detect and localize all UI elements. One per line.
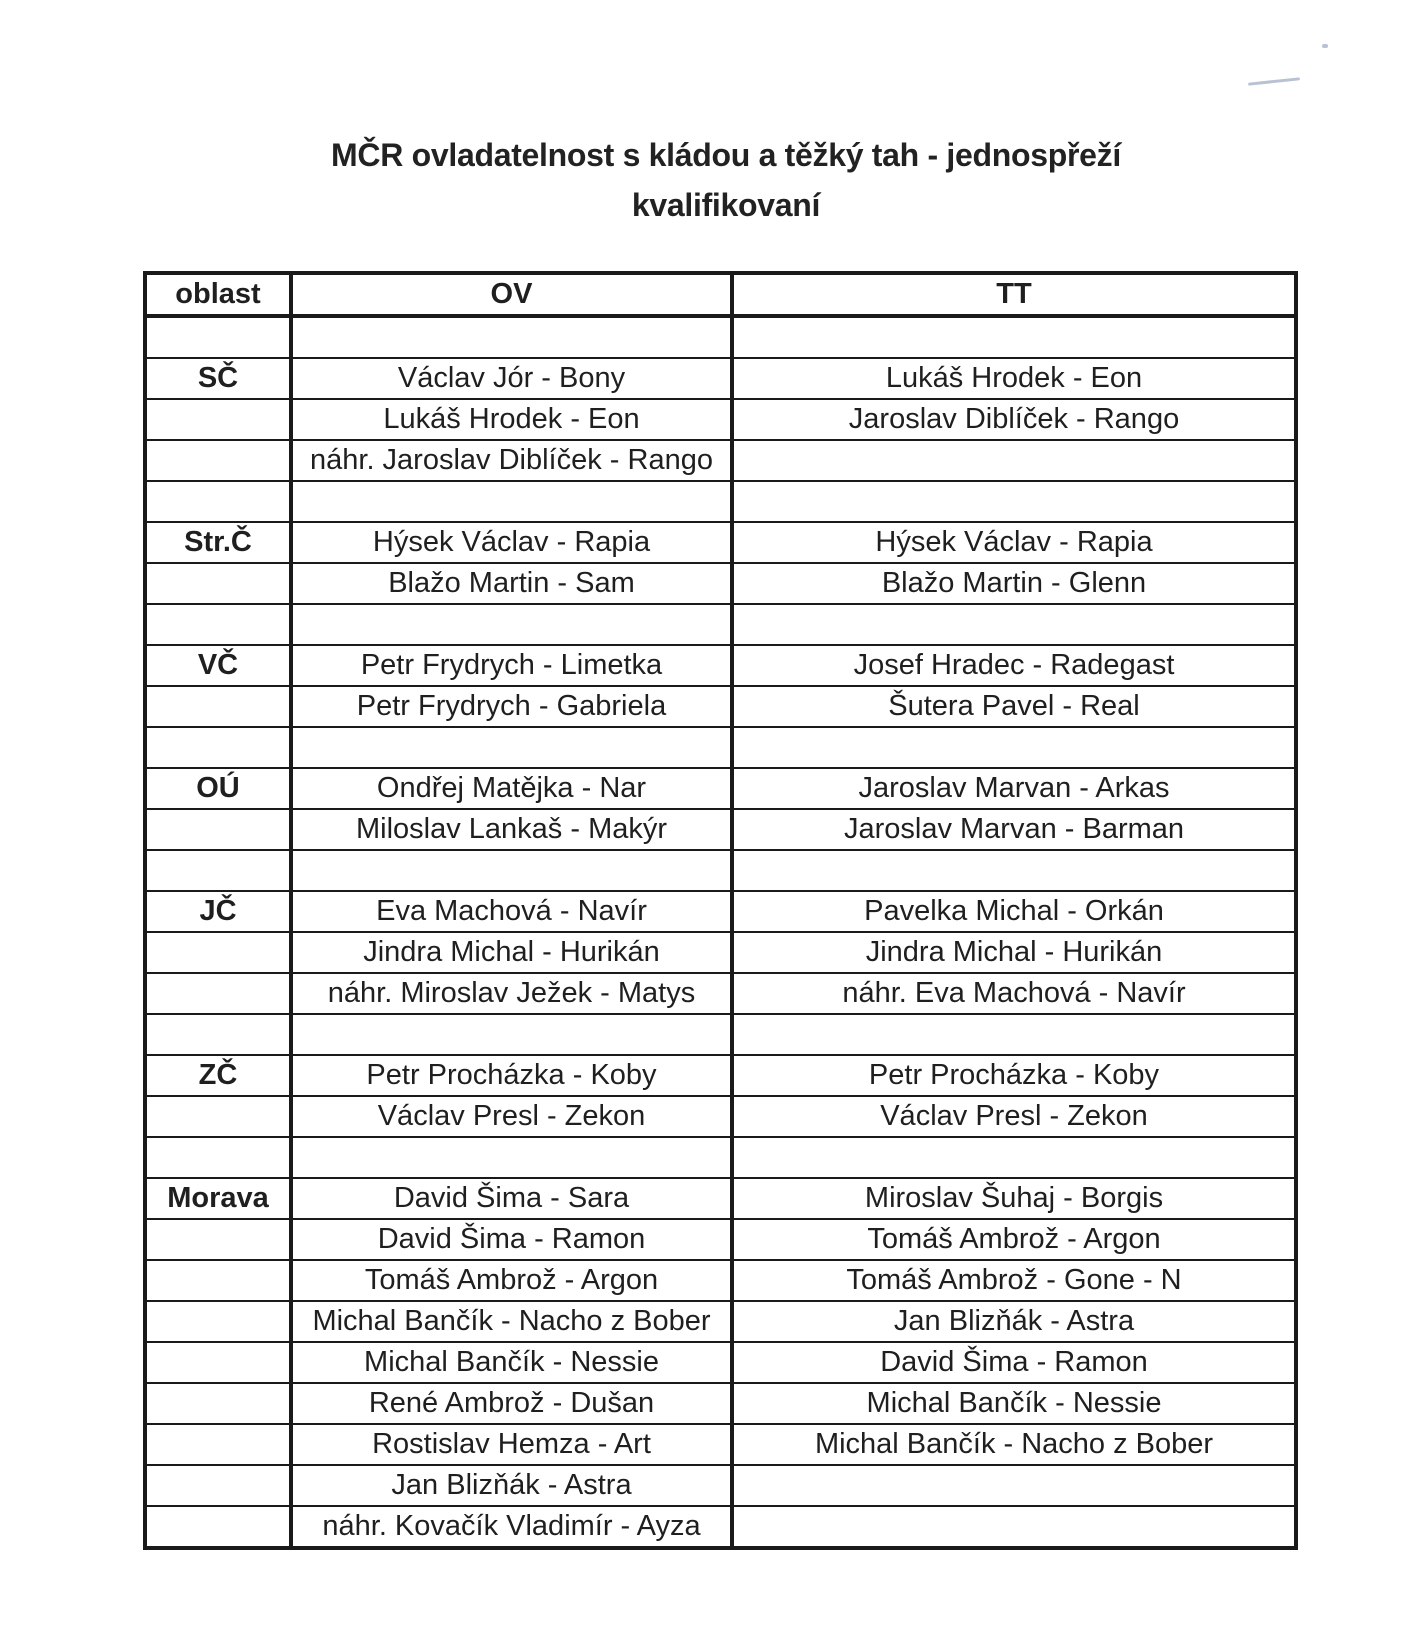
region-cell — [145, 809, 291, 850]
ov-cell: Rostislav Hemza - Art — [291, 1424, 732, 1465]
tt-cell: Michal Bančík - Nessie — [732, 1383, 1296, 1424]
table-row — [145, 358, 1296, 399]
table-row — [145, 727, 1296, 768]
qualified-table — [143, 271, 1298, 1550]
ov-cell — [291, 1137, 732, 1178]
tt-cell: Blažo Martin - Glenn — [732, 563, 1296, 604]
tt-cell: náhr. Eva Machová - Navír — [732, 973, 1296, 1014]
table-row — [145, 1342, 1296, 1383]
tt-cell: Petr Procházka - Koby — [732, 1055, 1296, 1096]
tt-cell — [732, 1506, 1296, 1548]
tt-cell: Tomáš Ambrož - Gone - N — [732, 1260, 1296, 1301]
table-row — [145, 809, 1296, 850]
region-cell — [145, 1506, 291, 1548]
table-row — [145, 1301, 1296, 1342]
tt-cell — [732, 1465, 1296, 1506]
tt-cell: Jan Blizňák - Astra — [732, 1301, 1296, 1342]
tt-cell: Jaroslav Marvan - Arkas — [732, 768, 1296, 809]
table-row — [145, 973, 1296, 1014]
ov-cell: náhr. Miroslav Ježek - Matys — [291, 973, 732, 1014]
tt-cell: Jaroslav Diblíček - Rango — [732, 399, 1296, 440]
region-cell — [145, 1137, 291, 1178]
header-tt: TT — [732, 273, 1296, 316]
region-cell — [145, 1342, 291, 1383]
ov-cell: Petr Frydrych - Limetka — [291, 645, 732, 686]
tt-cell: Miroslav Šuhaj - Borgis — [732, 1178, 1296, 1219]
region-cell — [145, 1465, 291, 1506]
region-cell — [145, 1301, 291, 1342]
region-cell — [145, 973, 291, 1014]
tt-cell: Lukáš Hrodek - Eon — [732, 358, 1296, 399]
table-row — [145, 686, 1296, 727]
region-cell: OÚ — [145, 768, 291, 809]
tt-cell — [732, 1137, 1296, 1178]
tt-cell: Václav Presl - Zekon — [732, 1096, 1296, 1137]
title-line-2: kvalifikovaní — [631, 187, 821, 223]
region-cell — [145, 1383, 291, 1424]
region-cell — [145, 316, 291, 358]
ov-cell: Blažo Martin - Sam — [291, 563, 732, 604]
table-row — [145, 604, 1296, 645]
ov-cell: David Šima - Ramon — [291, 1219, 732, 1260]
ov-cell — [291, 850, 732, 891]
region-cell: ZČ — [145, 1055, 291, 1096]
ov-cell: Petr Procházka - Koby — [291, 1055, 732, 1096]
ov-cell — [291, 604, 732, 645]
table-row — [145, 1219, 1296, 1260]
tt-cell — [732, 850, 1296, 891]
table-row — [145, 932, 1296, 973]
table-row — [145, 1465, 1296, 1506]
table-row — [145, 440, 1296, 481]
ov-cell: náhr. Jaroslav Diblíček - Rango — [291, 440, 732, 481]
title-line-1: MČR ovladatelnost s kládou a těžký tah - jednospřeží — [331, 137, 1121, 173]
tt-cell — [732, 604, 1296, 645]
table-row — [145, 768, 1296, 809]
table-row — [145, 1014, 1296, 1055]
table-row — [145, 399, 1296, 440]
region-cell: SČ — [145, 358, 291, 399]
tt-cell: Josef Hradec - Radegast — [732, 645, 1296, 686]
tt-cell: Jaroslav Marvan - Barman — [732, 809, 1296, 850]
tt-cell — [732, 440, 1296, 481]
ov-cell: René Ambrož - Dušan — [291, 1383, 732, 1424]
ov-cell — [291, 1014, 732, 1055]
ov-cell: Tomáš Ambrož - Argon — [291, 1260, 732, 1301]
region-cell — [145, 1260, 291, 1301]
table-row — [145, 316, 1296, 358]
table-row — [145, 1096, 1296, 1137]
region-cell — [145, 440, 291, 481]
ov-cell: Michal Bančík - Nacho z Bober — [291, 1301, 732, 1342]
region-cell: Str.Č — [145, 522, 291, 563]
table-row — [145, 850, 1296, 891]
header-ov: OV — [291, 273, 732, 316]
table-row — [145, 1137, 1296, 1178]
ov-cell: Petr Frydrych - Gabriela — [291, 686, 732, 727]
ov-cell: Ondřej Matějka - Nar — [291, 768, 732, 809]
table-row — [145, 1424, 1296, 1465]
ov-cell: Václav Presl - Zekon — [291, 1096, 732, 1137]
table-row — [145, 1055, 1296, 1096]
ov-cell: Hýsek Václav - Rapia — [291, 522, 732, 563]
tt-cell — [732, 1014, 1296, 1055]
table-row — [145, 1383, 1296, 1424]
region-cell — [145, 932, 291, 973]
table-row — [145, 563, 1296, 604]
tt-cell: Hýsek Václav - Rapia — [732, 522, 1296, 563]
region-cell — [145, 850, 291, 891]
table-row — [145, 891, 1296, 932]
tt-cell — [732, 727, 1296, 768]
tt-cell: Jindra Michal - Hurikán — [732, 932, 1296, 973]
tt-cell — [732, 316, 1296, 358]
region-cell — [145, 1014, 291, 1055]
ov-cell: Jindra Michal - Hurikán — [291, 932, 732, 973]
table-header-row — [145, 273, 1296, 316]
ov-cell: Jan Blizňák - Astra — [291, 1465, 732, 1506]
tt-cell — [732, 481, 1296, 522]
region-cell: VČ — [145, 645, 291, 686]
header-region: oblast — [145, 273, 291, 316]
table-row — [145, 522, 1296, 563]
ov-cell: Eva Machová - Navír — [291, 891, 732, 932]
table-row — [145, 481, 1296, 522]
region-cell — [145, 727, 291, 768]
region-cell — [145, 563, 291, 604]
region-cell — [145, 1219, 291, 1260]
ov-cell: Václav Jór - Bony — [291, 358, 732, 399]
region-cell — [145, 1096, 291, 1137]
scan-mark — [1248, 77, 1300, 85]
scan-mark — [1322, 44, 1328, 48]
table-row — [145, 1506, 1296, 1548]
table-row — [145, 645, 1296, 686]
region-cell: JČ — [145, 891, 291, 932]
ov-cell: Michal Bančík - Nessie — [291, 1342, 732, 1383]
ov-cell — [291, 481, 732, 522]
tt-cell: Michal Bančík - Nacho z Bober — [732, 1424, 1296, 1465]
ov-cell: Lukáš Hrodek - Eon — [291, 399, 732, 440]
region-cell — [145, 686, 291, 727]
region-cell — [145, 604, 291, 645]
tt-cell: Tomáš Ambrož - Argon — [732, 1219, 1296, 1260]
ov-cell: Miloslav Lankaš - Makýr — [291, 809, 732, 850]
page-title — [0, 130, 1426, 230]
ov-cell: David Šima - Sara — [291, 1178, 732, 1219]
region-cell: Morava — [145, 1178, 291, 1219]
ov-cell — [291, 727, 732, 768]
region-cell — [145, 481, 291, 522]
ov-cell: náhr. Kovačík Vladimír - Ayza — [291, 1506, 732, 1548]
ov-cell — [291, 316, 732, 358]
region-cell — [145, 1424, 291, 1465]
tt-cell: David Šima - Ramon — [732, 1342, 1296, 1383]
tt-cell: Šutera Pavel - Real — [732, 686, 1296, 727]
table-row — [145, 1260, 1296, 1301]
table-row — [145, 1178, 1296, 1219]
region-cell — [145, 399, 291, 440]
tt-cell: Pavelka Michal - Orkán — [732, 891, 1296, 932]
